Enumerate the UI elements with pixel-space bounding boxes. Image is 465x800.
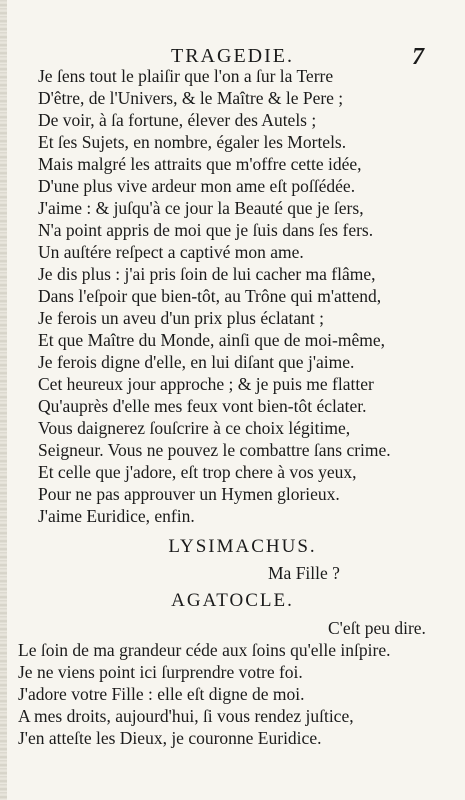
verse-line: Et ſes Sujets, en nombre, égaler les Mortels.: [38, 132, 347, 152]
verse-line: Qu'auprès d'elle mes feux vont bien-tôt éclater.: [38, 396, 367, 416]
page-binding-edge: [0, 0, 7, 800]
verse-line: J'aime Euridice, enfin.: [38, 506, 195, 526]
verse-line: Vous daignerez ſouſcrire à ce choix légitime,: [38, 418, 351, 438]
speaker-name: LYSIMACHUS.: [168, 536, 317, 557]
verse-line: Pour ne pas approuver un Hymen glorieux.: [38, 484, 340, 504]
verse-line: Je ferois digne d'elle, en lui diſant que j'aime.: [38, 352, 355, 372]
verse-line: Et celle que j'adore, eſt trop chere à vos yeux,: [38, 462, 357, 482]
verse-line: Cet heureux jour approche ; & je puis me flatter: [38, 374, 374, 394]
verse-line: Seigneur. Vous ne pouvez le combattre ſans crime.: [38, 440, 391, 460]
page-number: 7: [412, 44, 424, 70]
verse-line: Je dis plus : j'ai pris ſoin de lui cacher ma flâme,: [38, 264, 376, 284]
verse-line: Je ne viens point ici ſurprendre votre foi.: [18, 662, 303, 682]
verse-line: Un auſtére reſpect a captivé mon ame.: [38, 242, 304, 262]
speaker-name: AGATOCLE.: [171, 590, 294, 611]
running-title: TRAGEDIE.: [171, 45, 294, 67]
verse-line: D'une plus vive ardeur mon ame eſt poſſédée.: [38, 176, 356, 196]
verse-line: Dans l'eſpoir que bien-tôt, au Trône qui m'attend,: [38, 286, 382, 306]
verse-line: J'aime : & juſqu'à ce jour la Beauté que je ſers,: [38, 198, 364, 218]
verse-line: A mes droits, aujourd'hui, ſi vous rendez juſtice,: [18, 706, 354, 726]
verse-line: D'être, de l'Univers, & le Maître & le Pere ;: [38, 88, 344, 108]
verse-line: Je ſens tout le plaiſir que l'on a ſur la Terre: [38, 66, 334, 86]
verse-line: Le ſoin de ma grandeur céde aux ſoins qu'elle inſpire.: [18, 640, 391, 660]
verse-line: Et que Maître du Monde, ainſi que de moi-même,: [38, 330, 385, 350]
verse-line: Je ferois un aveu d'un prix plus éclatant ;: [38, 308, 324, 328]
verse-line: Ma Fille ?: [268, 563, 340, 583]
verse-line: De voir, à ſa fortune, élever des Autels ;: [38, 110, 317, 130]
verse-line: J'adore votre Fille : elle eſt digne de moi.: [18, 684, 305, 704]
verse-line: Mais malgré les attraits que m'offre cette idée,: [38, 154, 362, 174]
verse-line: N'a point appris de moi que je ſuis dans ſes fers.: [38, 220, 374, 240]
verse-line: C'eſt peu dire.: [328, 618, 426, 638]
verse-line: J'en atteſte les Dieux, je couronne Euridice.: [18, 728, 322, 748]
